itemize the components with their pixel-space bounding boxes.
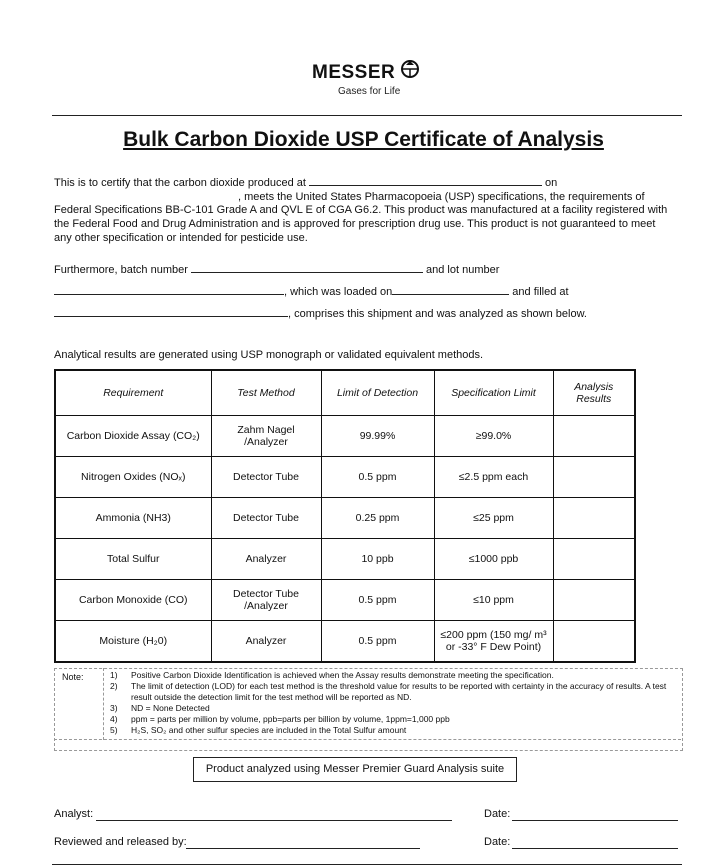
certify-prefix: This is to certify that the carbon dioxide produced at [54, 177, 306, 189]
result-cell[interactable] [553, 539, 635, 580]
comprises-text: , comprises this shipment and was analyzed as shown below. [288, 308, 587, 320]
analyst-date-label: Date: [484, 808, 511, 820]
result-cell[interactable] [553, 416, 635, 457]
table-row [55, 416, 635, 457]
table-row [55, 621, 635, 663]
batch-prefix: Furthermore, batch number [54, 264, 188, 276]
header-specification-limit: Specification Limit [434, 370, 553, 416]
reviewed-date-label: Date: [484, 836, 511, 848]
requirement-cell: Carbon Dioxide Assay (CO₂) [55, 416, 211, 457]
notes-label: Note: [62, 672, 84, 682]
lod-cell: 0.5 ppm [321, 621, 434, 663]
analyst-signature-field[interactable] [96, 820, 452, 821]
table-row [55, 539, 635, 580]
requirement-cell: Total Sulfur [55, 539, 211, 580]
certify-on-label: on [545, 177, 558, 189]
facility-field[interactable] [309, 174, 542, 186]
result-cell[interactable] [553, 498, 635, 539]
lod-cell: 10 ppb [321, 539, 434, 580]
lod-cell: 99.99% [321, 416, 434, 457]
spec-cell: ≤200 ppm (150 mg/ m³ or -33° F Dew Point) [434, 621, 553, 663]
result-cell[interactable] [553, 457, 635, 498]
header-test-method: Test Method [211, 370, 321, 416]
table-row [55, 457, 635, 498]
header-divider [52, 115, 682, 116]
list-item: 3) ND = None Detected [110, 703, 210, 713]
list-item: 2) The limit of detection (LOD) for each test method is the threshold value for results to be reported with certainty in the accuracy of results. A test result outside the detection limit for the test method will be reported as ND. [110, 681, 667, 702]
analysis-results-table [54, 369, 636, 663]
method-cell: Detector Tube /Analyzer [211, 580, 321, 621]
methods-note: Analytical results are generated using USP monograph or validated equivalent methods. [54, 349, 484, 361]
lot-label: and lot number [426, 264, 500, 276]
notes-divider [103, 668, 104, 740]
table-header-row [55, 370, 635, 416]
batch-line-2 [54, 283, 569, 300]
requirement-cell: Moisture (H₂0) [55, 621, 211, 663]
requirement-cell: Ammonia (NH3) [55, 498, 211, 539]
company-tagline: Gases for Life [338, 86, 401, 97]
spec-cell: ≥99.0% [434, 416, 553, 457]
header-limit-of-detection: Limit of Detection [321, 370, 434, 416]
table-row [55, 580, 635, 621]
batch-line-3 [54, 305, 587, 322]
analyst-date-field[interactable] [512, 820, 678, 821]
reviewed-label: Reviewed and released by: [54, 836, 187, 848]
requirement-cell: Nitrogen Oxides (NOₓ) [55, 457, 211, 498]
certify-line-5: any other specification or intended for pesticide use. [54, 232, 308, 244]
method-cell: Detector Tube [211, 498, 321, 539]
loaded-label: , which was loaded on [284, 286, 393, 298]
table-row [55, 498, 635, 539]
spec-cell: ≤1000 ppb [434, 539, 553, 580]
method-cell: Analyzer [211, 539, 321, 580]
filled-label: and filled at [512, 286, 569, 298]
production-date-field[interactable] [54, 189, 238, 200]
spec-cell: ≤25 ppm [434, 498, 553, 539]
spec-cell: ≤2.5 ppm each [434, 457, 553, 498]
batch-line-1 [54, 261, 499, 278]
reviewed-date-field[interactable] [512, 848, 678, 849]
messer-logo-icon [400, 59, 420, 79]
lod-cell: 0.25 ppm [321, 498, 434, 539]
header-analysis-results: Analysis Results [553, 370, 635, 416]
notes-list [110, 670, 670, 736]
method-cell: Zahm Nagel /Analyzer [211, 416, 321, 457]
result-cell[interactable] [553, 580, 635, 621]
list-item: 5) H₂S, SO₂ and other sulfur species are included in the Total Sulfur amount [110, 725, 407, 735]
batch-number-field[interactable] [191, 261, 423, 273]
notes-bottom-divider [54, 739, 681, 740]
header-requirement: Requirement [55, 370, 211, 416]
requirement-cell: Carbon Monoxide (CO) [55, 580, 211, 621]
footer-divider [52, 864, 682, 865]
document-title: Bulk Carbon Dioxide USP Certificate of Analysis [123, 128, 604, 151]
list-item: 1) Positive Carbon Dioxide Identification is achieved when the Assay results demonstrate meeting the specification. [110, 670, 554, 680]
analysis-suite-box: Product analyzed using Messer Premier Guard Analysis suite [193, 757, 517, 782]
company-logo-wordmark: MESSER [312, 62, 396, 83]
result-cell[interactable] [553, 621, 635, 663]
lod-cell: 0.5 ppm [321, 457, 434, 498]
method-cell: Analyzer [211, 621, 321, 663]
certify-line-4: the Federal Food and Drug Administration and is approved for prescription drug use. This product is not guaranteed to meet [54, 218, 656, 230]
certify-line-3: Federal Specifications BB-C-101 Grade A and QVL E of CGA G6.2. This product was manufactured at a facility registered with [54, 204, 668, 216]
reviewer-signature-field[interactable] [186, 848, 420, 849]
method-cell: Detector Tube [211, 457, 321, 498]
certify-line-2-text: , meets the United States Pharmacopoeia (USP) specifications, the requirements of [238, 191, 645, 203]
lot-number-field[interactable] [54, 283, 284, 295]
filled-location-field[interactable] [54, 305, 288, 317]
loaded-date-field[interactable] [392, 283, 509, 295]
spec-cell: ≤10 ppm [434, 580, 553, 621]
lod-cell: 0.5 ppm [321, 580, 434, 621]
list-item: 4) ppm = parts per million by volume, ppb=parts per billion by volume, 1ppm=1,000 ppb [110, 714, 450, 724]
analyst-label: Analyst: [54, 808, 94, 820]
